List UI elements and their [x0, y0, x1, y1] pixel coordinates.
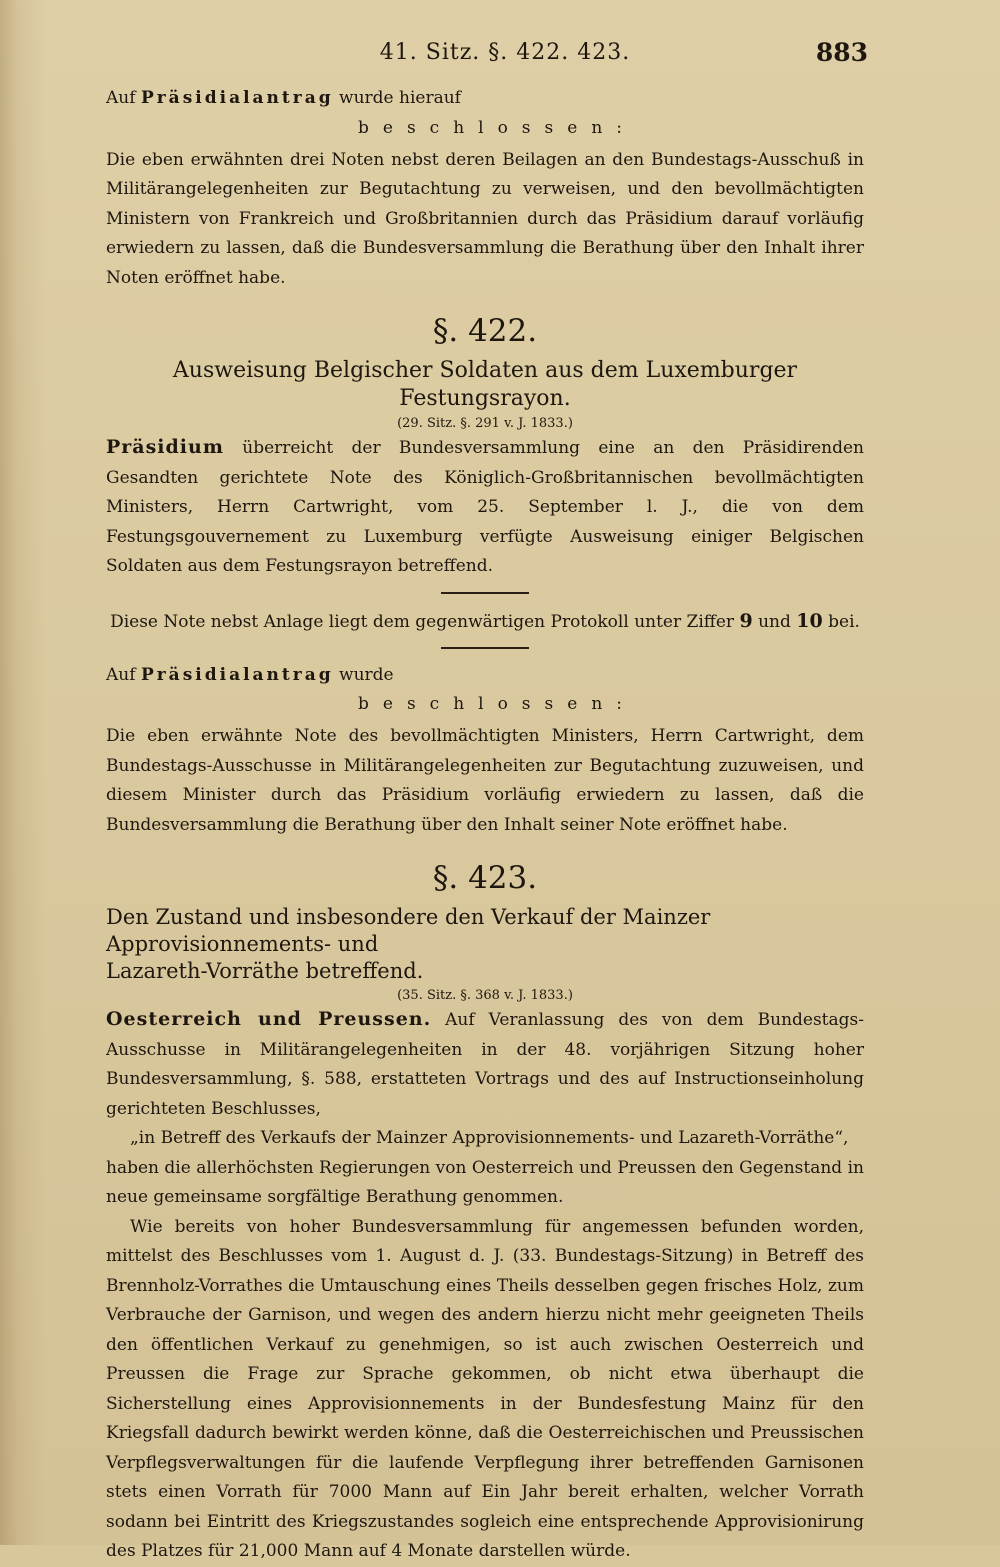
section-422: [106, 311, 864, 840]
attachment-number-2: 10: [796, 609, 823, 632]
section-body: [106, 433, 864, 582]
section-423: [106, 858, 864, 1567]
block-previous-resolution: [106, 84, 864, 293]
section-citation: (35. Sitz. §. 368 v. J. 1833.): [397, 988, 573, 1003]
motion-line: [106, 661, 864, 691]
section-citation: (29. Sitz. §. 291 v. J. 1833.): [397, 416, 573, 431]
motion-word: Präsidialantrag: [140, 664, 334, 685]
page-header: [106, 38, 868, 78]
attachment-note: [106, 606, 864, 637]
section-number: §. 422.: [432, 313, 538, 349]
body-paragraph-2: Wie bereits von hoher Bundesversammlung für angemessen befunden worden, mittelst des Beschlusses vom 1. August d. J. (33. Bundestags-Sitzung) in Betreff des Brennholz-Vorrathes die Umtauschung eines Theils desselben gegen frisches Holz, zum Verbrauche der Garnison, und wegen des andern hierzu nicht mehr geeigneten Theils den öffentlichen Verkauf zu genehmigen, so ist auch zwischen Oesterreich und Preussen die Frage zur Sprache gekommen, ob nicht etwa überhaupt die Sicherstellung eines Approvisionnements in der Bundesfestung Mainz für den Kriegsfall dadurch bewirkt werden könne, daß die Oesterreichischen und Preussischen Verpflegsverwaltungen für die laufende Verpflegung ihrer betreffenden Garnisonen stets einen Vorrath für 7000 Mann auf Ein Jahr bereit erhalten, welcher Vorrath sodann bei Eintritt des Kriegszustandes sogleich eine entsprechende Approvisionirung des Platzes für 21,000 Mann auf 4 Monate darstellen würde.: [106, 1216, 864, 1561]
motion-prefix: Auf: [106, 88, 136, 108]
body-text-continued: haben die allerhöchsten Regierungen von Oesterreich und Preussen den Gegenstand in neue gemeinsame sorgfältige Berathung genommen.: [106, 1157, 864, 1207]
divider-line: [441, 592, 529, 594]
section-body: [106, 1005, 864, 1124]
attachment-end: bei.: [828, 611, 860, 632]
quoted-subject: „in Betreff des Verkaufs der Mainzer Approvisionnements- und Lazareth-Vorräthe“,: [130, 1128, 849, 1148]
motion-suffix: wurde: [339, 664, 394, 685]
resolved-heading: beschlossen:: [358, 117, 636, 138]
resolution-text: Die eben erwähnten drei Noten nebst deren Beilagen an den Bundestags-Ausschuß in Militärangelegenheiten zur Begutachtung zu verweisen, und den bevollmächtigten Ministern von Frankreich und Großbritannien durch das Präsidium darauf vorläufig erwiedern zu lassen, daß die Bundesversammlung die Berathung über den Inhalt ihrer Noten eröffnet habe.: [106, 149, 864, 288]
running-head: 41. Sitz. §. 422. 423.: [379, 40, 631, 65]
motion-line: [106, 84, 864, 114]
section-title-line-1: Den Zustand und insbesondere den Verkauf der Mainzer Approvisionnements- und: [106, 905, 711, 956]
attachment-number-1: 9: [739, 609, 753, 632]
resolved-heading: beschlossen:: [358, 694, 636, 714]
lead-word: Oesterreich und Preussen.: [106, 1008, 432, 1030]
body-text: Auf Veranlassung des von dem Bundestags-Ausschusse in Militärangelegenheiten in der 48. vorjährigen Sitzung hoher Bundesversammlung, §. 588, erstatteten Vortrags und des auf Instructionseinholung gerichteten Beschlusses,: [106, 1010, 864, 1119]
section-title-line-2: Lazareth-Vorräthe betreffend.: [106, 959, 424, 983]
lead-word: Präsidium: [106, 436, 224, 458]
motion-suffix: wurde hierauf: [339, 88, 461, 108]
section-title: Ausweisung Belgischer Soldaten aus dem Luxemburger Festungsrayon.: [172, 358, 798, 411]
section-number: §. 423.: [432, 860, 538, 896]
motion-word: Präsidialantrag: [140, 88, 334, 108]
resolution-text: Die eben erwähnte Note des bevollmächtigten Ministers, Herrn Cartwright, dem Bundestags-Ausschusse in Militärangelegenheiten zur Begutachtung zuzuweisen, und diesem Minister durch das Präsidium vorläufig erwiedern zu lassen, daß die Bundesversammlung die Berathung über den Inhalt seiner Note eröffnet habe.: [106, 726, 864, 835]
page-number: 883: [815, 38, 868, 67]
attachment-and: und: [758, 611, 791, 632]
motion-prefix: Auf: [106, 664, 136, 685]
attachment-text: Diese Note nebst Anlage liegt dem gegenwärtigen Protokoll unter Ziffer: [110, 611, 735, 632]
body-text: überreicht der Bundesversammlung eine an den Präsidirenden Gesandten gerichtete Note des Königlich-Großbritannischen bevollmächtigten Ministers, Herrn Cartwright, vom 25. September l. J., die von dem Festungsgouvernement zu Luxemburg verfügte Ausweisung einiger Belgischen Soldaten aus dem Festungsrayon betreffend.: [106, 438, 864, 576]
divider-line: [441, 647, 529, 649]
